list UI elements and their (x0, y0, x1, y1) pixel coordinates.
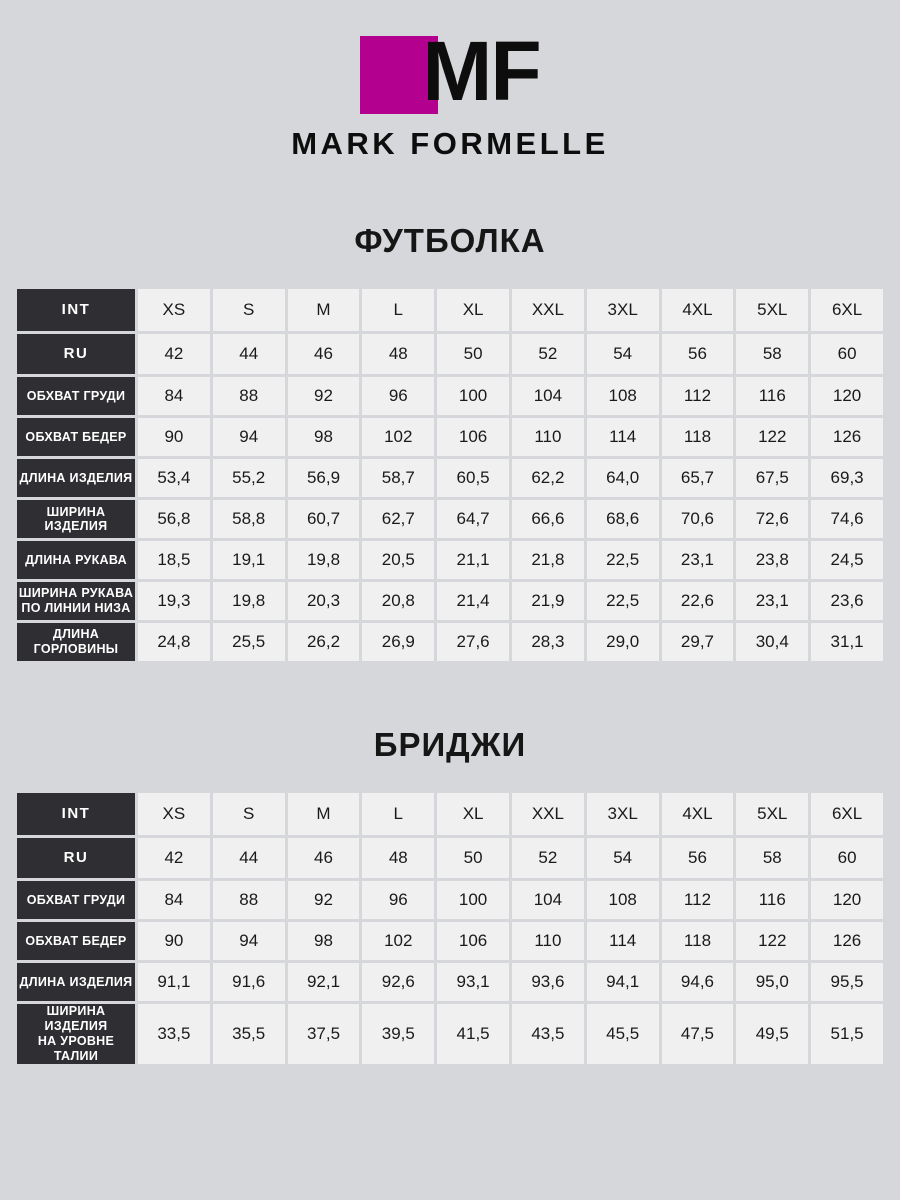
table-cell: 49,5 (736, 1004, 808, 1064)
table-cell: 94 (213, 922, 285, 960)
table-cell: 18,5 (138, 541, 210, 579)
table-cell: M (288, 289, 360, 331)
row-header: ОБХВАТ ГРУДИ (17, 377, 135, 415)
table-cell: 95,5 (811, 963, 883, 1001)
table-cell: 26,9 (362, 623, 434, 661)
table-row (17, 500, 883, 538)
table-cell: 39,5 (362, 1004, 434, 1064)
row-header: ДЛИНА ИЗДЕЛИЯ (17, 459, 135, 497)
row-header: INT (17, 289, 135, 331)
table-cell: 102 (362, 922, 434, 960)
table-cell: 100 (437, 377, 509, 415)
table-cell: S (213, 793, 285, 835)
table-cell: 33,5 (138, 1004, 210, 1064)
brand-logo (0, 0, 900, 162)
table-cell: 110 (512, 418, 584, 456)
row-header: ШИРИНА ИЗДЕЛИЯ НА УРОВНЕ ТАЛИИ (17, 1004, 135, 1064)
table-cell: 56 (662, 334, 734, 374)
table-cell: 108 (587, 377, 659, 415)
table-row (17, 1004, 883, 1064)
table-cell: 62,7 (362, 500, 434, 538)
logo-wordmark: MARK FORMELLE (291, 126, 609, 161)
section-shirt (0, 162, 900, 664)
table-cell: XL (437, 289, 509, 331)
table-cell: 118 (662, 922, 734, 960)
table-cell: 92 (288, 881, 360, 919)
table-cell: 52 (512, 838, 584, 878)
table-cell: 46 (288, 334, 360, 374)
table-wrap-shirt (0, 286, 900, 664)
table-cell: 104 (512, 881, 584, 919)
table-cell: 60,7 (288, 500, 360, 538)
table-cell: 68,6 (587, 500, 659, 538)
table-cell: 48 (362, 838, 434, 878)
table-cell: 4XL (662, 289, 734, 331)
size-table-shirt-body (17, 289, 883, 661)
table-cell: 19,8 (213, 582, 285, 620)
table-cell: 31,1 (811, 623, 883, 661)
table-cell: 60 (811, 334, 883, 374)
table-cell: 19,3 (138, 582, 210, 620)
table-cell: 112 (662, 881, 734, 919)
table-cell: 44 (213, 838, 285, 878)
table-cell: 90 (138, 418, 210, 456)
table-cell: 114 (587, 418, 659, 456)
table-cell: 42 (138, 838, 210, 878)
table-cell: 58 (736, 334, 808, 374)
table-cell: 29,0 (587, 623, 659, 661)
table-cell: 42 (138, 334, 210, 374)
table-cell: 104 (512, 377, 584, 415)
table-cell: 72,6 (736, 500, 808, 538)
table-cell: 67,5 (736, 459, 808, 497)
table-cell: 112 (662, 377, 734, 415)
table-wrap-breeches (0, 790, 900, 1067)
table-cell: 69,3 (811, 459, 883, 497)
table-cell: 65,7 (662, 459, 734, 497)
table-cell: 92 (288, 377, 360, 415)
table-row (17, 459, 883, 497)
table-cell: 20,5 (362, 541, 434, 579)
table-cell: 96 (362, 881, 434, 919)
table-cell: 84 (138, 881, 210, 919)
table-row (17, 963, 883, 1001)
table-cell: 3XL (587, 289, 659, 331)
table-cell: XS (138, 289, 210, 331)
table-cell: 106 (437, 418, 509, 456)
table-cell: 22,5 (587, 582, 659, 620)
table-cell: 118 (662, 418, 734, 456)
table-cell: 46 (288, 838, 360, 878)
table-cell: S (213, 289, 285, 331)
table-cell: 64,7 (437, 500, 509, 538)
row-header: ДЛИНА ГОРЛОВИНЫ (17, 623, 135, 661)
table-cell: 74,6 (811, 500, 883, 538)
row-header: ДЛИНА ИЗДЕЛИЯ (17, 963, 135, 1001)
table-cell: 62,2 (512, 459, 584, 497)
table-row (17, 582, 883, 620)
table-cell: 84 (138, 377, 210, 415)
table-cell: 5XL (736, 793, 808, 835)
row-header: ДЛИНА РУКАВА (17, 541, 135, 579)
table-cell: 50 (437, 838, 509, 878)
table-cell: 120 (811, 881, 883, 919)
table-cell: 21,9 (512, 582, 584, 620)
table-cell: 37,5 (288, 1004, 360, 1064)
table-cell: 116 (736, 881, 808, 919)
table-cell: 58,8 (213, 500, 285, 538)
table-cell: 64,0 (587, 459, 659, 497)
table-cell: 27,6 (437, 623, 509, 661)
table-cell: 29,7 (662, 623, 734, 661)
table-cell: 88 (213, 881, 285, 919)
table-row (17, 418, 883, 456)
table-cell: 110 (512, 922, 584, 960)
table-cell: 19,1 (213, 541, 285, 579)
table-cell: XS (138, 793, 210, 835)
table-cell: L (362, 289, 434, 331)
row-header: RU (17, 334, 135, 374)
table-row (17, 881, 883, 919)
table-row (17, 541, 883, 579)
table-cell: 25,5 (213, 623, 285, 661)
table-cell: 19,8 (288, 541, 360, 579)
table-cell: 5XL (736, 289, 808, 331)
table-cell: 45,5 (587, 1004, 659, 1064)
table-cell: L (362, 793, 434, 835)
table-cell: 98 (288, 922, 360, 960)
table-cell: 94,6 (662, 963, 734, 1001)
table-cell: 23,1 (736, 582, 808, 620)
table-cell: 122 (736, 922, 808, 960)
row-header: ОБХВАТ БЕДЕР (17, 922, 135, 960)
table-cell: 116 (736, 377, 808, 415)
table-cell: 4XL (662, 793, 734, 835)
table-cell: 30,4 (736, 623, 808, 661)
size-table-breeches (14, 790, 886, 1067)
row-header: ШИРИНА ИЗДЕЛИЯ (17, 500, 135, 538)
table-cell: 70,6 (662, 500, 734, 538)
table-cell: 56,9 (288, 459, 360, 497)
table-cell: 94 (213, 418, 285, 456)
table-row (17, 922, 883, 960)
table-cell: 94,1 (587, 963, 659, 1001)
table-cell: 106 (437, 922, 509, 960)
table-cell: 66,6 (512, 500, 584, 538)
table-cell: 51,5 (811, 1004, 883, 1064)
table-cell: 120 (811, 377, 883, 415)
table-row (17, 289, 883, 331)
table-cell: 23,1 (662, 541, 734, 579)
table-cell: 21,4 (437, 582, 509, 620)
row-header: ШИРИНА РУКАВА ПО ЛИНИИ НИЗА (17, 582, 135, 620)
table-cell: 23,6 (811, 582, 883, 620)
size-table-breeches-body (17, 793, 883, 1064)
row-header: ОБХВАТ БЕДЕР (17, 418, 135, 456)
table-cell: 41,5 (437, 1004, 509, 1064)
table-cell: 21,1 (437, 541, 509, 579)
table-cell: 55,2 (213, 459, 285, 497)
table-cell: 58,7 (362, 459, 434, 497)
table-cell: 20,8 (362, 582, 434, 620)
table-cell: 43,5 (512, 1004, 584, 1064)
table-row (17, 793, 883, 835)
table-cell: 48 (362, 334, 434, 374)
table-cell: 3XL (587, 793, 659, 835)
table-cell: 92,6 (362, 963, 434, 1001)
table-cell: 54 (587, 334, 659, 374)
table-cell: 6XL (811, 793, 883, 835)
table-cell: XL (437, 793, 509, 835)
table-cell: 92,1 (288, 963, 360, 1001)
table-cell: 88 (213, 377, 285, 415)
size-table-shirt (14, 286, 886, 664)
table-cell: 96 (362, 377, 434, 415)
table-cell: 47,5 (662, 1004, 734, 1064)
section-title-breeches: БРИДЖИ (373, 726, 527, 763)
table-row (17, 377, 883, 415)
table-cell: 23,8 (736, 541, 808, 579)
table-cell: 95,0 (736, 963, 808, 1001)
table-cell: 60 (811, 838, 883, 878)
table-row (17, 334, 883, 374)
table-cell: 126 (811, 922, 883, 960)
table-cell: 24,8 (138, 623, 210, 661)
table-cell: 91,1 (138, 963, 210, 1001)
table-cell: 102 (362, 418, 434, 456)
table-row (17, 838, 883, 878)
table-cell: 98 (288, 418, 360, 456)
table-cell: 91,6 (213, 963, 285, 1001)
section-breeches (0, 664, 900, 1067)
table-cell: 114 (587, 922, 659, 960)
table-cell: 26,2 (288, 623, 360, 661)
table-row (17, 623, 883, 661)
table-cell: 56 (662, 838, 734, 878)
table-cell: 93,6 (512, 963, 584, 1001)
table-cell: 22,6 (662, 582, 734, 620)
table-cell: 54 (587, 838, 659, 878)
table-cell: 6XL (811, 289, 883, 331)
table-cell: 50 (437, 334, 509, 374)
table-cell: 52 (512, 334, 584, 374)
table-cell: XXL (512, 289, 584, 331)
table-cell: 93,1 (437, 963, 509, 1001)
table-cell: 56,8 (138, 500, 210, 538)
table-cell: 58 (736, 838, 808, 878)
table-cell: 126 (811, 418, 883, 456)
table-cell: 28,3 (512, 623, 584, 661)
row-header: INT (17, 793, 135, 835)
table-cell: 44 (213, 334, 285, 374)
logo-initials: MF (422, 24, 540, 118)
table-cell: 60,5 (437, 459, 509, 497)
table-cell: 53,4 (138, 459, 210, 497)
section-title-shirt: ФУТБОЛКА (354, 222, 546, 259)
row-header: ОБХВАТ ГРУДИ (17, 881, 135, 919)
table-cell: 90 (138, 922, 210, 960)
row-header: RU (17, 838, 135, 878)
table-cell: 21,8 (512, 541, 584, 579)
logo-mark (360, 24, 540, 118)
table-cell: 35,5 (213, 1004, 285, 1064)
table-cell: XXL (512, 793, 584, 835)
table-cell: 122 (736, 418, 808, 456)
table-cell: M (288, 793, 360, 835)
table-cell: 20,3 (288, 582, 360, 620)
table-cell: 100 (437, 881, 509, 919)
table-cell: 22,5 (587, 541, 659, 579)
table-cell: 108 (587, 881, 659, 919)
table-cell: 24,5 (811, 541, 883, 579)
